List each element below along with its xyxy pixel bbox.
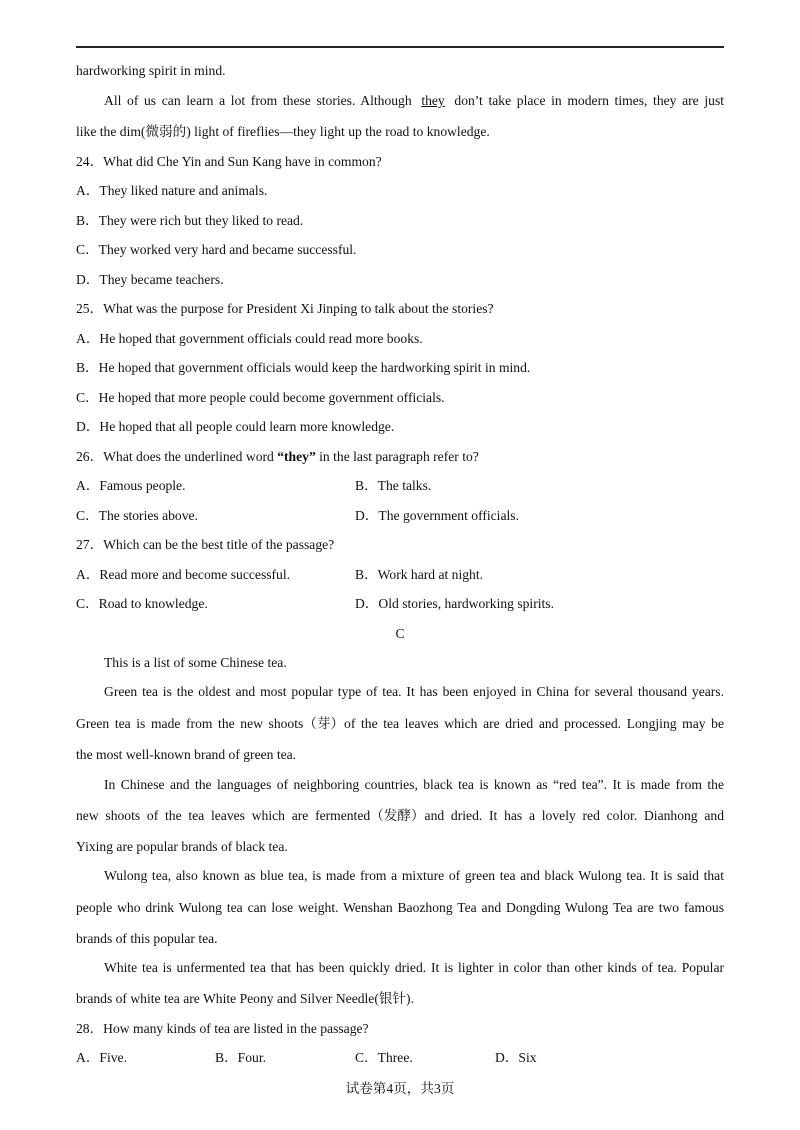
- header-rule: [76, 46, 724, 48]
- passage-line: hardworking spirit in mind.: [76, 63, 226, 78]
- question-24-option-d[interactable]: D．They became teachers.: [76, 272, 224, 287]
- bold-word-they: “they”: [277, 449, 316, 464]
- question-28-option-c[interactable]: C．Three.: [355, 1050, 413, 1065]
- question-25-stem: 25．What was the purpose for President Xi Jinping to talk about the stories?: [76, 301, 494, 316]
- question-24-option-b[interactable]: B．They were rich but they liked to read.: [76, 213, 304, 228]
- question-24-option-a[interactable]: A．They liked nature and animals.: [76, 183, 268, 198]
- question-26-option-d[interactable]: D．The government officials.: [355, 508, 519, 523]
- question-25-option-a[interactable]: A．He hoped that government officials could read more books.: [76, 331, 423, 346]
- green-tea-line: Green tea is made from the new shoots（芽）of the tea leaves which are dried and processed. Longjing may be: [76, 716, 724, 731]
- wulong-tea-line: brands of this popular tea.: [76, 931, 218, 946]
- question-28-option-d[interactable]: D．Six: [495, 1050, 537, 1065]
- question-27-option-d[interactable]: D．Old stories, hardworking spirits.: [355, 596, 554, 611]
- question-27-option-a[interactable]: A．Read more and become successful.: [76, 567, 291, 582]
- question-24-option-c[interactable]: C．They worked very hard and became successful.: [76, 242, 357, 257]
- green-tea-line: the most well-known brand of green tea.: [76, 747, 297, 762]
- wulong-tea-line: people who drink Wulong tea can lose weight. Wenshan Baozhong Tea and Dongding Wulong Tea are two famous: [76, 900, 724, 915]
- question-24-stem: 24．What did Che Yin and Sun Kang have in common?: [76, 154, 382, 169]
- question-26-stem: 26．What does the underlined word “they” in the last paragraph refer to?: [76, 449, 479, 464]
- section-c-intro: This is a list of some Chinese tea.: [104, 655, 287, 670]
- passage-paragraph-last: All of us can learn a lot from these stories. Although they don’t take place in modern times, they are just: [104, 93, 725, 108]
- underlined-word-they: they: [421, 93, 445, 108]
- question-27-option-b[interactable]: B．Work hard at night.: [355, 567, 484, 582]
- question-26-option-c[interactable]: C．The stories above.: [76, 508, 198, 523]
- question-28-stem: 28．How many kinds of tea are listed in the passage?: [76, 1021, 369, 1036]
- section-c-label: C: [395, 626, 405, 641]
- black-tea-line: new shoots of the tea leaves which are fermented（发酵）and dried. It has a lovely red color. Dianhong and: [76, 808, 724, 823]
- question-27-option-c[interactable]: C．Road to knowledge.: [76, 596, 208, 611]
- black-tea-line: In Chinese and the languages of neighboring countries, black tea is known as “red tea”. It is made from the: [104, 777, 724, 792]
- green-tea-line: Green tea is the oldest and most popular type of tea. It has been enjoyed in China for several thousand years.: [104, 684, 724, 699]
- question-25-option-d[interactable]: D．He hoped that all people could learn more knowledge.: [76, 419, 395, 434]
- page-footer: 试卷第4页，共3页: [345, 1081, 455, 1096]
- question-28-option-a[interactable]: A．Five.: [76, 1050, 127, 1065]
- question-26-option-a[interactable]: A．Famous people.: [76, 478, 186, 493]
- black-tea-line: Yixing are popular brands of black tea.: [76, 839, 288, 854]
- question-28-option-b[interactable]: B．Four.: [215, 1050, 266, 1065]
- wulong-tea-line: Wulong tea, also known as blue tea, is made from a mixture of green tea and black Wulong tea. It is said that: [104, 868, 724, 883]
- question-25-option-c[interactable]: C．He hoped that more people could become government officials.: [76, 390, 445, 405]
- question-27-stem: 27．Which can be the best title of the passage?: [76, 537, 335, 552]
- question-25-option-b[interactable]: B．He hoped that government officials would keep the hardworking spirit in mind.: [76, 360, 531, 375]
- white-tea-line: brands of white tea are White Peony and Silver Needle(银针).: [76, 991, 414, 1006]
- question-26-option-b[interactable]: B．The talks.: [355, 478, 432, 493]
- passage-line: like the dim(微弱的) light of fireflies—they light up the road to knowledge.: [76, 124, 490, 139]
- white-tea-line: White tea is unfermented tea that has been quickly dried. It is lighter in color than other kinds of tea. Popular: [104, 960, 724, 975]
